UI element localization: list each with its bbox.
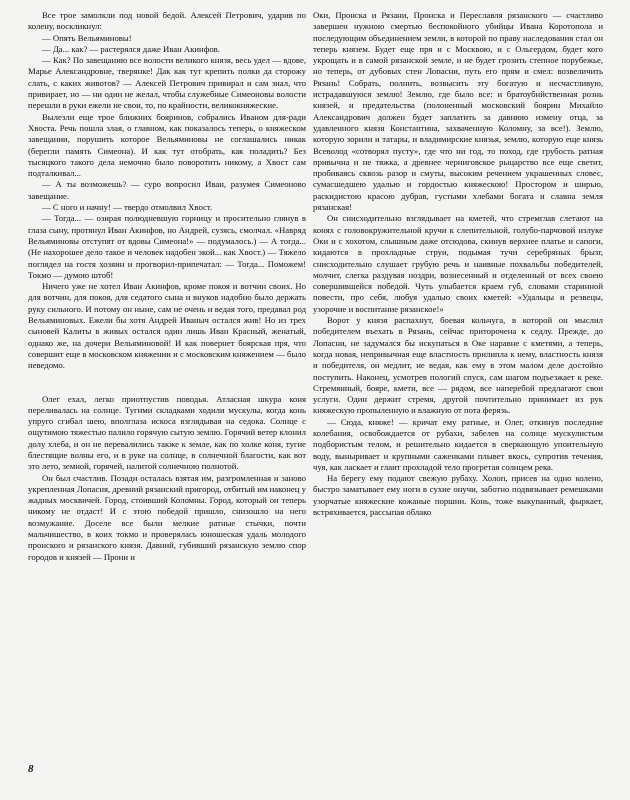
paragraph: На берегу ему подают свежую рубаху. Холоп, присев на одно колено, быстро заматывает ему ноги в сухие онучи, заботно подвязывает ремешками узорчатые княжеские кожаные поршни. Конь, тоже выкупанный, фыркает, встряхивается, рассыпая облако bbox=[313, 473, 603, 518]
left-section-2 bbox=[28, 394, 306, 563]
right-section-1 bbox=[313, 10, 603, 518]
paragraph: — А ты возможешь? — суро вопросил Иван, разумея Симеоново завещание. bbox=[28, 179, 306, 201]
paragraph: Он был счастлив. Позади осталась взятая им, разгромленная и заново укрепленная Лопасня, древний рязанский пригород, отбитый им наконец у жадных москвичей. Город, стоивший Коломны. Город, который он теперь никому не отдаст! И с этою победой пришло, снизошло на него возмужание. Доселе все были мелкие ратные стычки, почти мальчишество, в коих токмо и проверялась юношеская удаль молодого пронского и рязанского князя. Давний, губивший рязанскую землю спор городов и князей — Прони и bbox=[28, 472, 306, 562]
left-column bbox=[28, 10, 306, 563]
paragraph: — Как? По завещанию все волости великого князя, весь удел — вдове, Марье Александровне, тверянке! Дак как тут крепить полки да сторожу слать, с каких животов? — Алексей Петрович привирал и сам знал, что привирает, но — ни один не желал, чтобы служебные Симеоновы волости перешли в руки ежели не свои, то, по крайности, великокняжеские. bbox=[28, 55, 306, 111]
right-column bbox=[313, 10, 603, 518]
paragraph: Все трое замолкли под новой бедой. Алексей Петрович, ударив по колену, воскликнул: bbox=[28, 10, 306, 32]
paragraph: Ничего уже не хотел Иван Акинфов, кроме покоя и вотчин своих. Но для вотчин, для покоя, для седатого сына и внуков надобно было держать руку сильного. И потому он ныне, сам не очень и ведая того, предавал род Вельяминовых. Ежели бы хотя Андрей Иваныч остался жив! Но из трех сыновей Калиты в живых остался один лишь Иван Красный, женатый, однако же, на дочери Вельяминовой! И как повернет боярская пря, что совершит еще в московском княжении и с московским княжением — было неведомо. bbox=[28, 281, 306, 371]
paragraph: — Сюда, княже! — кричат ему ратные, и Олег, откинув последние колебания, освобождается от рубахи, забелев на солнце мускулистым подбористым телом, и решительно кидается в сверкающую упоительную воду, выныривает и крупными саженками плывет вкось, супротив течения, чуя, как ласкает и глаит прохладой тело прогретая солнцем река. bbox=[313, 416, 603, 472]
paragraph: Оки, Пронска и Рязани, Пронска и Переславля рязанского — счастливо завершен нужною смертью беспокойного убийцы Ивана Коротопола и последующим объединением земли, в которой по праву наследования стал он теперь князем. Будет еще пря и с Москвою, и с Ольгердом, будет кого укрощать и в самой рязанской земле, и не будет грозить степное порубежье, но теперь, от дубовых стен Лопасни, путь его прям и смел: возвеличить Рязань! Собрать, полнить, возвысить эту богатую и несчастливую, истрадавшуюся землю! Землю, где было все: и братоубийственная рознь князей, и предательства (полоненный московский боярин Михайло Александрович должен будет заплатить за давнюю измену отца, за удавленного князя Константина, захваченную Коломну, за все!). Землю, которую зорили и татары, и владимирские князья, землю, которую еще князь Всеволод «сотворял пусту», где что ни год, то поход, где грубость ратная привычна и не тяжка, а древнее черниговское рыцарство все еще светит, пробиваясь сквозь разор и смуты, высоким речением украшенных словес, сумасшедшею удалью и гордостью княжескою! Простором и ширью, раскидистою красою дубрав, густыми хлебами богата и славна земля рязанская! bbox=[313, 10, 603, 213]
paragraph: Вылезли еще трое ближних бояринов, собрались Иваном для-ради Хвоста. Речь пошла злая, о главном, как показалось теперь, о княжеском завещании, порушить которое Вельяминовы не соглашались никак (берегли память Симеона). И как тут отобрать, как поладить? Без тысяцкого такого дела немочно было поворотить никому, а Хвост сам подталкивал... bbox=[28, 111, 306, 179]
paragraph: — Опять Вельяминовы! bbox=[42, 32, 132, 43]
left-section-1 bbox=[28, 10, 306, 372]
paragraph: Он снисходительно взглядывает на кметей, что стремглав слетают на конях с головокружительной кручи к слепительной, голубо-парчовой излуке Оки и с хохотом, слышным даже отсюдова, скинув верхнее платье и сапоги, кидаются в прохладные струи, подымая тучи серебряных брызг, снисходительно слушает грубую речь и наивные похвальбы победителей, молчит, слегка раздувая ноздри, вознесенный и отделенный от всех своею совершившейся победой. Чуть улыбается краем губ, словами старинной повести, про себя, любуя удалью своих кметей: «Удальцы и резвецы, узорочие и воспитание рязанское!» bbox=[313, 213, 603, 314]
paragraph: Ворот у князя распахнут, боевая кольчуга, в которой он мыслил победителем въехать в Рязань, сейчас приторочена к седлу. Прежде, до Лопасни, не задумался бы искупаться в Оке наравне с кметями, а теперь, когда новая, непривычная еще властность прилипла к нему, властность князя и победителя, он медлит, не ведая, как ему в этом малом деле достойно поступить. Наконец, усмотрев пологий спуск, сам шагом подъезжает к реке. Стремянный, бояре, кмети, все — рядом, все наперебой предлагают свои услуги. Один держит стремя, другой почтительно принимает из рук княжескую пропыленную и влажную от пота ферязь. bbox=[313, 315, 603, 416]
paragraph: Олег ехал, легко приотпустив поводья. Атласная шкура коня переливалась на солнце. Тугими складками ходили мускулы, когда конь упруго сгибал шею, вполглаза искоса взглядывая на седока. Солнце с ощутимою тяжестью палило горячую сытую землю. Горячий ветер клонил долу хлеба, и он не перевалились также к земле, как по холке коня, тугие блестящие волны его, и в руке на солнце, в солнечной благости, как вот это лето, земной, горячей, налитой солнечною полнотой. bbox=[28, 393, 306, 472]
paragraph: — Да... как? — растерялся даже Иван Акинфов. bbox=[42, 43, 220, 54]
page-number: 8 bbox=[28, 763, 34, 775]
paragraph: — С ного и начну! — твердо отмолвил Хвост. bbox=[42, 202, 213, 213]
paragraph: — Тогда... — озирая полюдневшую горницу и просительно глянув в глаза сыну, протянул Иван Акинфов, но Андрей, сузясь, смолчал. «Навряд Вельяминовы отступят от вдовы Симеона!» — подумалось.) — А тогда... (Не нахорошее дело такое и человек надобен экой... как Хвост.) — Тяжело поглядел на гостя хозяин и прогворил-припечатал: — Тогда... Поможем! Токмо — думою штоб! bbox=[28, 213, 306, 280]
